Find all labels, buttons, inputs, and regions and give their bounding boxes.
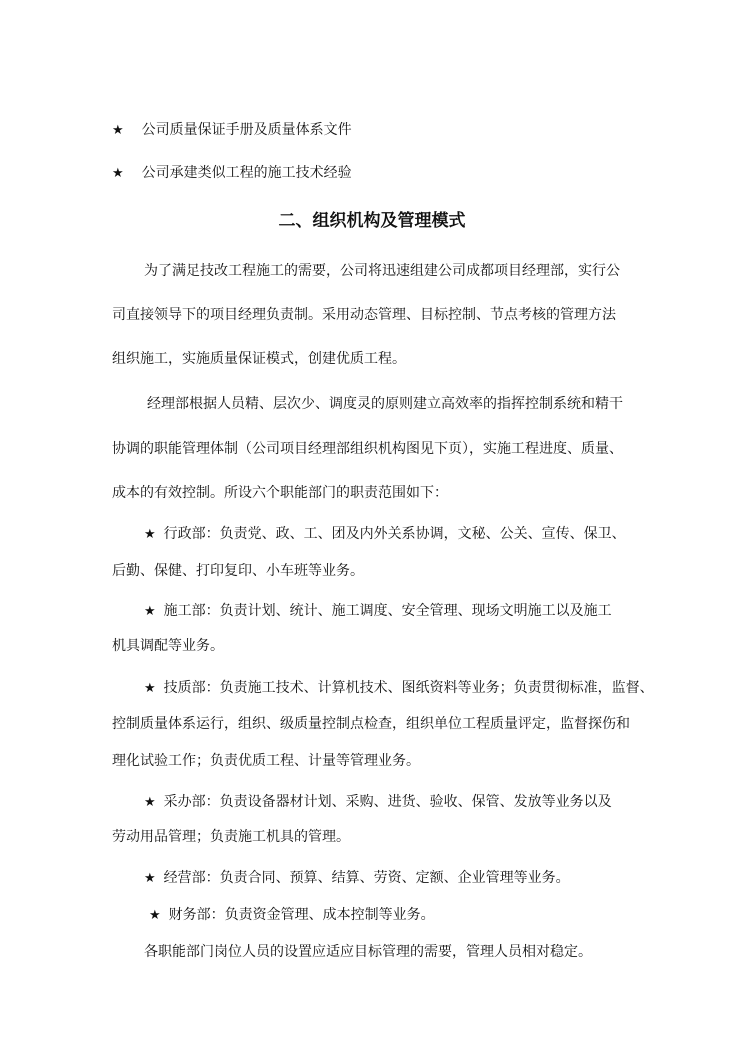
star-icon: ★ bbox=[144, 795, 156, 810]
dept-purchase-line1 bbox=[144, 793, 612, 811]
star-icon: ★ bbox=[112, 123, 124, 138]
dept-construction-line1 bbox=[144, 602, 612, 620]
star-icon: ★ bbox=[144, 527, 156, 542]
para2-line3: 成本的有效控制。所设六个职能部门的职责范围如下： bbox=[112, 485, 448, 501]
section-title: 二、组织机构及管理模式 bbox=[278, 211, 466, 231]
star-icon: ★ bbox=[144, 681, 156, 696]
para1-line3: 组织施工，实施质量保证模式，创建优质工程。 bbox=[112, 351, 406, 367]
dept-tech-text: 技质部：负责施工技术、计算机技术、图纸资料等业务；负责贯彻标准，监督、 bbox=[163, 680, 654, 696]
dept-construction-text: 施工部：负责计划、统计、施工调度、安全管理、现场文明施工以及施工 bbox=[163, 603, 612, 619]
star-icon: ★ bbox=[149, 908, 161, 923]
dept-tech-line1 bbox=[144, 679, 654, 697]
dept-construction-line2: 机具调配等业务。 bbox=[112, 638, 224, 654]
dept-admin-text: 行政部：负责党、政、工、团及内外关系协调，文秘、公关、宣传、保卫、 bbox=[163, 526, 626, 542]
bullet-construction-experience bbox=[112, 164, 352, 182]
dept-tech-line3: 理化试验工作；负责优质工程、计量等管理业务。 bbox=[112, 753, 420, 769]
star-icon: ★ bbox=[144, 604, 156, 619]
dept-finance-text: 财务部：负责资金管理、成本控制等业务。 bbox=[168, 907, 435, 923]
dept-purchase-text: 采办部：负责设备器材计划、采购、进货、验收、保管、发放等业务以及 bbox=[163, 794, 612, 810]
dept-business-text: 经营部：负责合同、预算、结算、劳资、定额、企业管理等业务。 bbox=[163, 870, 570, 886]
bullet-text: 公司质量保证手册及质量体系文件 bbox=[141, 122, 352, 138]
para2-line1: 经理部根据人员精、层次少、调度灵的原则建立高效率的指挥控制系统和精干 bbox=[147, 396, 623, 412]
bullet-quality-manual bbox=[112, 121, 352, 139]
bullet-text: 公司承建类似工程的施工技术经验 bbox=[141, 165, 352, 181]
star-icon: ★ bbox=[144, 871, 156, 886]
dept-admin-line2: 后勤、保健、打印复印、小车班等业务。 bbox=[112, 563, 364, 579]
dept-business-line1 bbox=[144, 869, 570, 887]
dept-tech-line2: 控制质量体系运行，组织、级质量控制点检查，组织单位工程质量评定，监督探伤和 bbox=[112, 716, 630, 732]
para1-line1: 为了满足技改工程施工的需要，公司将迅速组建公司成都项目经理部，实行公 bbox=[144, 263, 620, 279]
para2-line2: 协调的职能管理体制（公司项目经理部组织机构图见下页），实施工程进度、质量、 bbox=[112, 441, 623, 457]
dept-admin-line1 bbox=[144, 525, 626, 543]
star-icon: ★ bbox=[112, 166, 124, 181]
dept-finance-line1 bbox=[149, 906, 435, 924]
para1-line2: 司直接领导下的项目经理负责制。采用动态管理、目标控制、节点考核的管理方法 bbox=[112, 307, 616, 323]
dept-purchase-line2: 劳动用品管理；负责施工机具的管理。 bbox=[112, 829, 350, 845]
closing-paragraph: 各职能部门岗位人员的设置应适应目标管理的需要，管理人员相对稳定。 bbox=[144, 944, 592, 960]
